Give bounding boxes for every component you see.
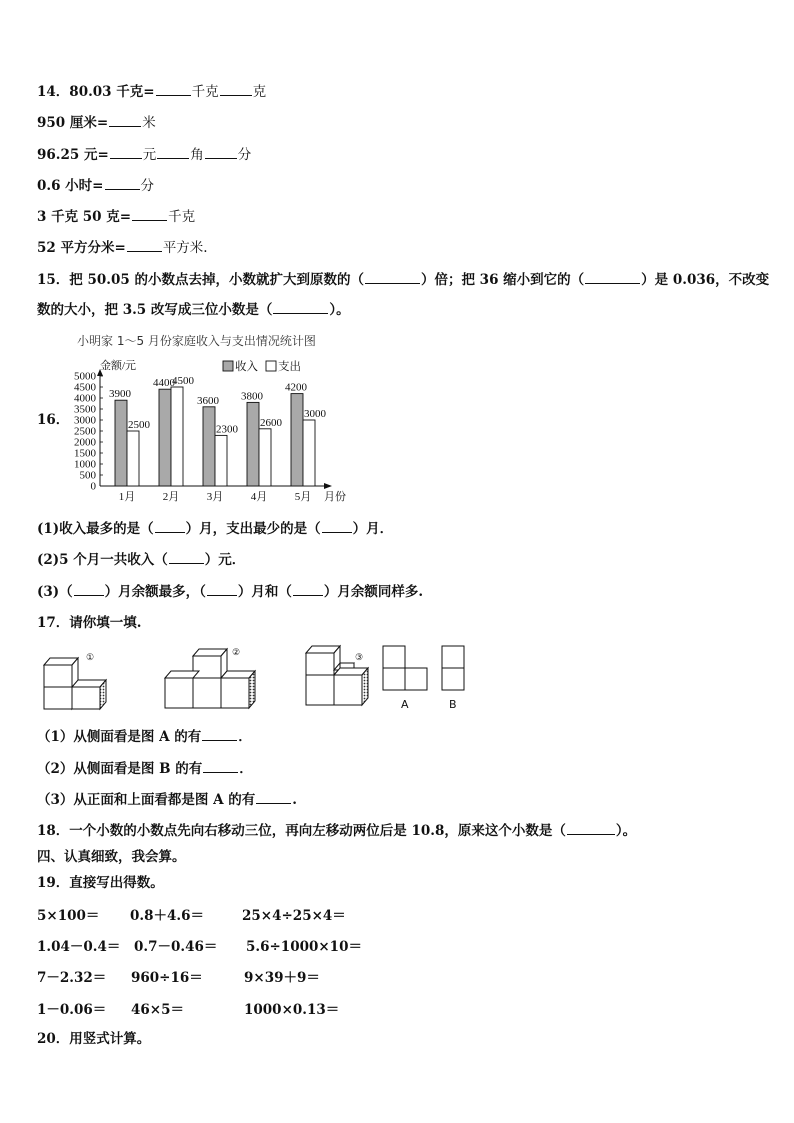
q15-text: ）倍；把 36 缩小到它的（	[420, 272, 585, 288]
answer-blank[interactable]	[132, 207, 167, 221]
bar-income	[247, 402, 259, 486]
q14-l5-prefix: 3 千克 50 克=	[37, 209, 132, 225]
q16-sub-1	[37, 519, 393, 538]
q19-number: 19．	[37, 875, 70, 891]
q17-title: 请你填一填.	[69, 615, 142, 631]
calc-item: 7－2.32＝	[37, 970, 107, 986]
answer-blank[interactable]	[256, 790, 291, 804]
chart-title: 小明家 1～5 月份家庭收入与支出情况统计图	[77, 334, 316, 348]
q14-l2-prefix: 950 厘米=	[37, 115, 109, 131]
bar-income	[203, 407, 215, 486]
y-tick-label: 4000	[74, 392, 96, 405]
y-tick-label: 2000	[74, 436, 96, 449]
bar-value-label: 2500	[128, 419, 150, 431]
answer-blank[interactable]	[74, 582, 104, 596]
answer-blank[interactable]	[207, 582, 237, 596]
answer-blank[interactable]	[169, 550, 204, 564]
q14-l3-prefix: 96.25 元=	[37, 147, 109, 163]
answer-blank[interactable]	[322, 519, 352, 533]
q16-number: 16．	[37, 412, 70, 428]
q20-number: 20．	[37, 1031, 70, 1047]
x-tick-label: 5月	[294, 491, 312, 503]
q15-text: 数的大小，把 3.5 改写成三位小数是（	[37, 302, 273, 318]
calc-item: 960÷16＝	[131, 970, 203, 986]
unit-text: 分	[140, 178, 154, 194]
q14-l6-prefix: 52 平方分米=	[37, 240, 126, 256]
cube-figure-3	[306, 646, 368, 705]
q17-text: ．	[239, 761, 253, 777]
q14-line-4	[37, 176, 154, 195]
view-b	[442, 646, 464, 690]
x-axis-arrow	[324, 483, 332, 489]
answer-blank[interactable]	[155, 519, 185, 533]
calc-item: 0.7－0.46＝	[134, 939, 218, 955]
y-tick-label: 1500	[74, 447, 96, 460]
section-4-heading: 四、认真细致，我会算。	[37, 849, 186, 865]
figure-label: ②	[232, 647, 241, 657]
q15-text: ）。	[329, 302, 350, 318]
q14-line-1	[37, 82, 266, 101]
calc-item: 1－0.06＝	[37, 1002, 107, 1018]
y-tick-label: 1000	[74, 458, 96, 471]
q18-text: 一个小数的小数点先向右移动三位，再向左移动两位后是 10.8，原来这个小数是（	[69, 823, 566, 839]
view-a	[383, 646, 427, 690]
calc-item: 46×5＝	[131, 1002, 184, 1018]
q16-text: (2)5 个月一共收入（	[37, 552, 168, 568]
bar-income	[159, 389, 171, 486]
calc-item: 0.8＋4.6＝	[130, 908, 204, 924]
figure-label: ①	[86, 652, 95, 662]
q19-title-line	[37, 874, 164, 892]
q20-title-line	[37, 1030, 150, 1048]
q17-sub-2	[37, 759, 253, 778]
y-axis-label: 金额/元	[100, 360, 137, 372]
q16-text: ）月．	[352, 521, 394, 537]
calc-item: 9×39＋9＝	[244, 970, 320, 986]
answer-blank[interactable]	[127, 238, 162, 252]
answer-blank[interactable]	[109, 113, 141, 127]
bar-value-label: 2300	[216, 423, 238, 436]
q18-line	[37, 821, 636, 840]
income-expense-chart	[60, 328, 360, 508]
bar-value-label: 4500	[172, 375, 194, 387]
answer-blank[interactable]	[273, 300, 328, 314]
answer-blank[interactable]	[220, 82, 252, 96]
q17-sub-1	[37, 727, 252, 746]
cube-figure-2	[165, 647, 255, 708]
unit-text: 元	[142, 147, 157, 163]
bar-value-label: 4200	[285, 381, 307, 394]
legend-label: 支出	[278, 361, 301, 373]
q15-text: 把 50.05 的小数点去掉，小数就扩大到原数的（	[69, 272, 364, 288]
cube-figure-1	[44, 652, 106, 709]
bar-value-label: 3900	[109, 388, 131, 401]
bar-income	[291, 394, 303, 486]
answer-blank[interactable]	[203, 759, 238, 773]
q14-l4-prefix: 0.6 小时=	[37, 178, 104, 194]
calc-item: 25×4÷25×4＝	[242, 908, 346, 924]
q16-sub-3	[37, 582, 423, 601]
cube-figures	[36, 640, 476, 715]
q17-text: （1）从侧面看是图 A 的有	[37, 729, 202, 745]
x-axis-label: 月份	[324, 491, 346, 503]
unit-text: 克	[252, 84, 267, 100]
bar-expense	[215, 435, 227, 486]
bar-expense	[171, 387, 183, 486]
q16-text: (1)收入最多的是（	[37, 521, 154, 537]
calc-item: 1.04－0.4＝	[37, 939, 121, 955]
answer-blank[interactable]	[157, 145, 189, 159]
q17-number: 17．	[37, 615, 70, 631]
legend-swatch	[223, 361, 233, 371]
q17-sub-3	[37, 790, 297, 809]
y-tick-label: 5000	[74, 370, 96, 383]
q15-text: ）是 0.036，不改变	[641, 272, 770, 288]
unit-text: 米	[142, 115, 156, 131]
figure-label: ③	[355, 652, 364, 662]
q16-text: ）元．	[204, 552, 246, 568]
x-tick-label: 4月	[250, 491, 268, 503]
bar-value-label: 2600	[260, 416, 282, 429]
unit-text: 平方米.	[162, 240, 208, 256]
x-tick-label: 3月	[206, 491, 224, 503]
view-a-label: A	[401, 698, 409, 711]
answer-blank[interactable]	[105, 176, 140, 190]
y-tick-labels	[74, 371, 103, 493]
calc-item: 5.6÷1000×10＝	[246, 939, 362, 955]
x-tick-label: 2月	[162, 491, 180, 503]
legend-label: 收入	[235, 361, 258, 373]
unit-text: 分	[237, 147, 252, 163]
y-tick-label: 500	[79, 469, 96, 482]
bar-expense	[127, 431, 139, 486]
q16-text: ）月余额同样多.	[323, 584, 424, 600]
answer-blank[interactable]	[205, 145, 237, 159]
answer-blank[interactable]	[293, 582, 323, 596]
answer-blank[interactable]	[156, 82, 191, 96]
unit-text: 千克	[168, 209, 196, 225]
chart-legend	[223, 359, 301, 373]
calc-item: 5×100＝	[37, 908, 100, 924]
x-tick-label: 1月	[118, 491, 136, 503]
q18-number: 18．	[37, 823, 70, 839]
y-tick-label: 3000	[74, 414, 96, 427]
bar-value-label: 4400	[153, 377, 175, 390]
q14-line-5	[37, 207, 195, 226]
answer-blank[interactable]	[202, 727, 237, 741]
q18-text: ）。	[615, 823, 637, 839]
answer-blank[interactable]	[567, 821, 615, 835]
q17-text: ．	[238, 729, 252, 745]
q17-text: （3）从正面和上面看都是图 A 的有	[37, 792, 256, 808]
bar-expense	[259, 429, 271, 486]
q17-title-line	[37, 614, 142, 632]
q16-text: ）月，支出最少的是（	[185, 521, 321, 537]
legend-swatch	[266, 361, 276, 371]
q15-line-1	[37, 270, 769, 289]
calc-item: 1000×0.13＝	[244, 1002, 340, 1018]
answer-blank[interactable]	[365, 270, 420, 284]
bar-value-label: 3600	[197, 394, 219, 407]
x-tick-labels	[119, 490, 312, 503]
unit-text: 角	[190, 147, 204, 163]
view-b-label: B	[449, 698, 457, 711]
y-tick-label: 3500	[74, 403, 96, 416]
q20-title: 用竖式计算。	[69, 1031, 151, 1047]
y-tick-label: 4500	[74, 381, 96, 394]
q16-sub-2	[37, 550, 245, 569]
q14-l1-prefix: 80.03 千克=	[69, 84, 155, 100]
y-tick-label: 0	[90, 480, 96, 493]
q14-line-6	[37, 238, 208, 257]
bar-value-label: 3000	[304, 408, 326, 420]
q16-text: ）月余额最多，（	[104, 584, 206, 600]
q14-line-3	[37, 145, 251, 164]
bar-income	[115, 400, 127, 486]
q17-text: （2）从侧面看是图 B 的有	[37, 761, 203, 777]
q15-number: 15．	[37, 272, 70, 288]
bar-expense	[303, 420, 315, 486]
y-tick-label: 2500	[74, 425, 96, 438]
unit-text: 千克	[191, 84, 219, 100]
bar-value-label: 3800	[241, 390, 263, 403]
q19-title: 直接写出得数。	[69, 875, 164, 891]
q15-line-2	[37, 300, 350, 319]
q14-line-2	[37, 113, 156, 132]
q16-text: (3)（	[37, 584, 73, 600]
q14-number: 14．	[37, 84, 70, 100]
answer-blank[interactable]	[585, 270, 640, 284]
q16-text: ）月和（	[237, 584, 292, 600]
q17-text: .	[292, 792, 297, 808]
answer-blank[interactable]	[110, 145, 142, 159]
